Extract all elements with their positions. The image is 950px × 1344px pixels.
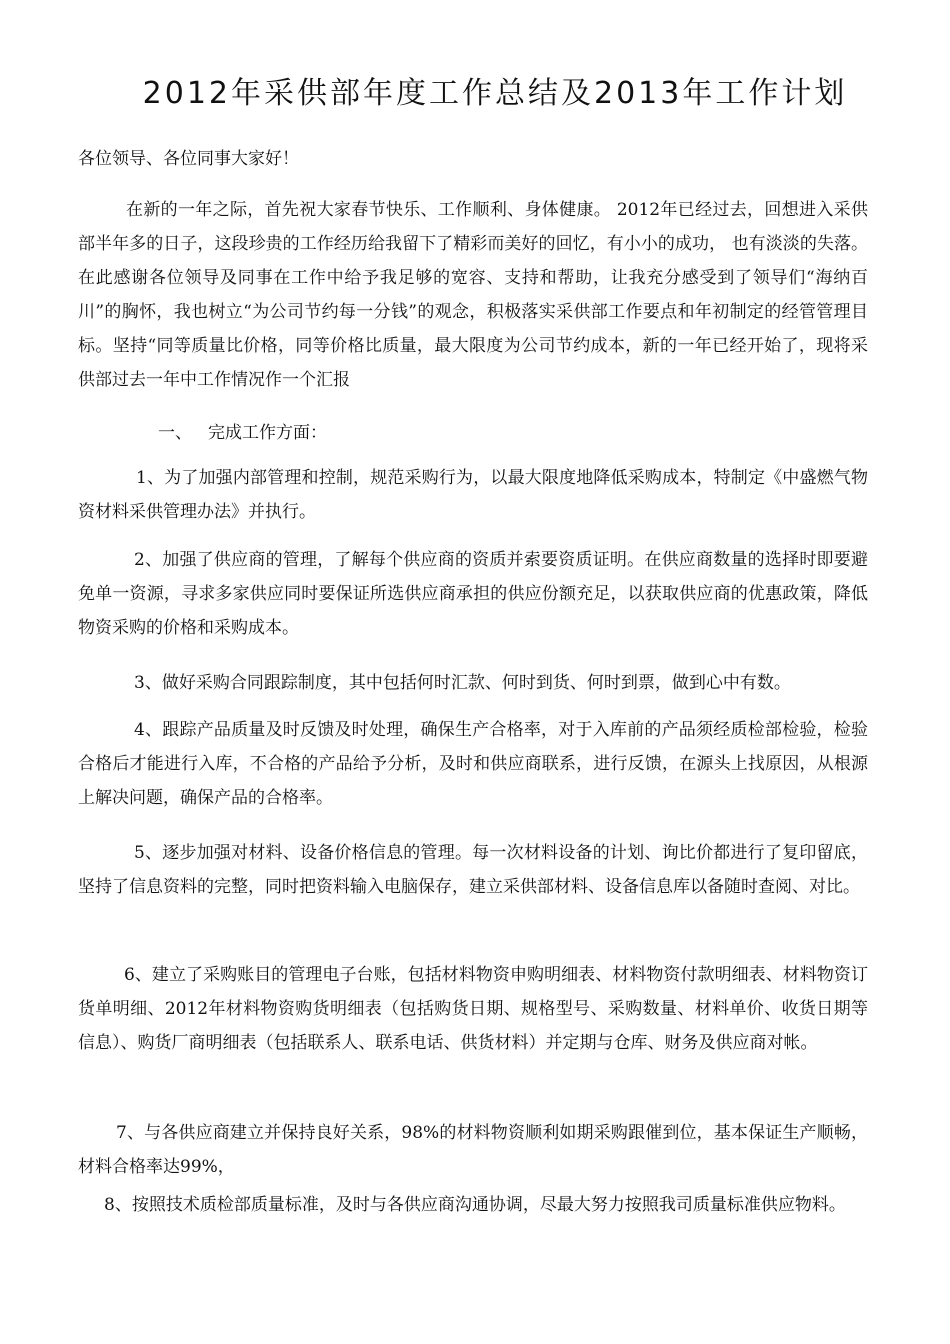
intro-paragraph [78,193,868,397]
list-item [78,461,868,529]
intro-text: 在新的一年之际，首先祝大家春节快乐、工作顺利、身体健康。 2012年已经过去，回想进入采供部半年多的日子，这段珍贵的工作经历给我留下了精彩而美好的回忆，有小小的成功， 也有淡淡的失落。在此感谢各位领导及同事在工作中给予我足够的宽容、支持和帮助，让我充分感受到了领导们“海纳百川”的胸怀，我也树立“为公司节约每一分钱”的观念，积极落实采供部工作要点和年初制定的经管管理目标。坚持“同等质量比价格，同等价格比质量，最大限度为公司节约成本，新的一年已经开始了，现将采供部过去一年中工作情况作一个汇报 [78,200,868,390]
item-5-text: 5、逐步加强对材料、设备价格信息的管理。每一次材料设备的计划、询比价都进行了复印留底，坚持了信息资料的完整，同时把资料输入电脑保存，建立采供部材料、设备信息库以备随时查阅、对比。 [78,843,868,897]
item-8-text: 8、按照技术质检部质量标准，及时与各供应商沟通协调，尽最大努力按照我司质量标准供应物料。 [104,1195,846,1215]
list-item [78,713,868,815]
item-7-text: 7、与各供应商建立并保持良好关系，98%的材料物资顺利如期采购跟催到位，基本保证生产顺畅，材料合格率达99%， [78,1123,868,1177]
greeting: 各位领导、各位同事大家好！ [78,149,299,169]
section-title: 完成工作方面： [208,423,327,443]
item-4-text: 4、跟踪产品质量及时反馈及时处理，确保生产合格率，对于入库前的产品须经质检部检验，检验合格后才能进行入库，不合格的产品给予分析，及时和供应商联系，进行反馈，在源头上找原因，从根源上解决问题，确保产品的合格率。 [78,720,868,808]
list-item [78,666,868,700]
section-number: 一、 [158,423,192,443]
list-item [78,836,868,904]
item-1-text: 1、为了加强内部管理和控制，规范采购行为，以最大限度地降低采购成本，特制定《中盛燃气物资材料采供管理办法》并执行。 [78,468,868,522]
item-2-text: 2、加强了供应商的管理，了解每个供应商的资质并索要资质证明。在供应商数量的选择时即要避免单一资源，寻求多家供应同时要保证所选供应商承担的供应份额充足，以获取供应商的优惠政策，降低物资采购的价格和采购成本。 [78,550,868,638]
list-item [78,1116,868,1184]
list-item [78,1188,868,1222]
section-heading [158,416,327,450]
document-title: 2012年采供部年度工作总结及2013年工作计划 [142,76,848,111]
list-item [78,958,868,1060]
item-6-text: 6、建立了采购账目的管理电子台账，包括材料物资申购明细表、材料物资付款明细表、材料物资订货单明细、2012年材料物资购货明细表（包括购货日期、规格型号、采购数量、材料单价、收货日期等信息）、购货厂商明细表（包括联系人、联系电话、供货材料）并定期与仓库、财务及供应商对帐。 [78,965,868,1053]
item-3-text: 3、做好采购合同跟踪制度，其中包括何时汇款、何时到货、何时到票，做到心中有数。 [134,673,791,693]
list-item [78,543,868,645]
